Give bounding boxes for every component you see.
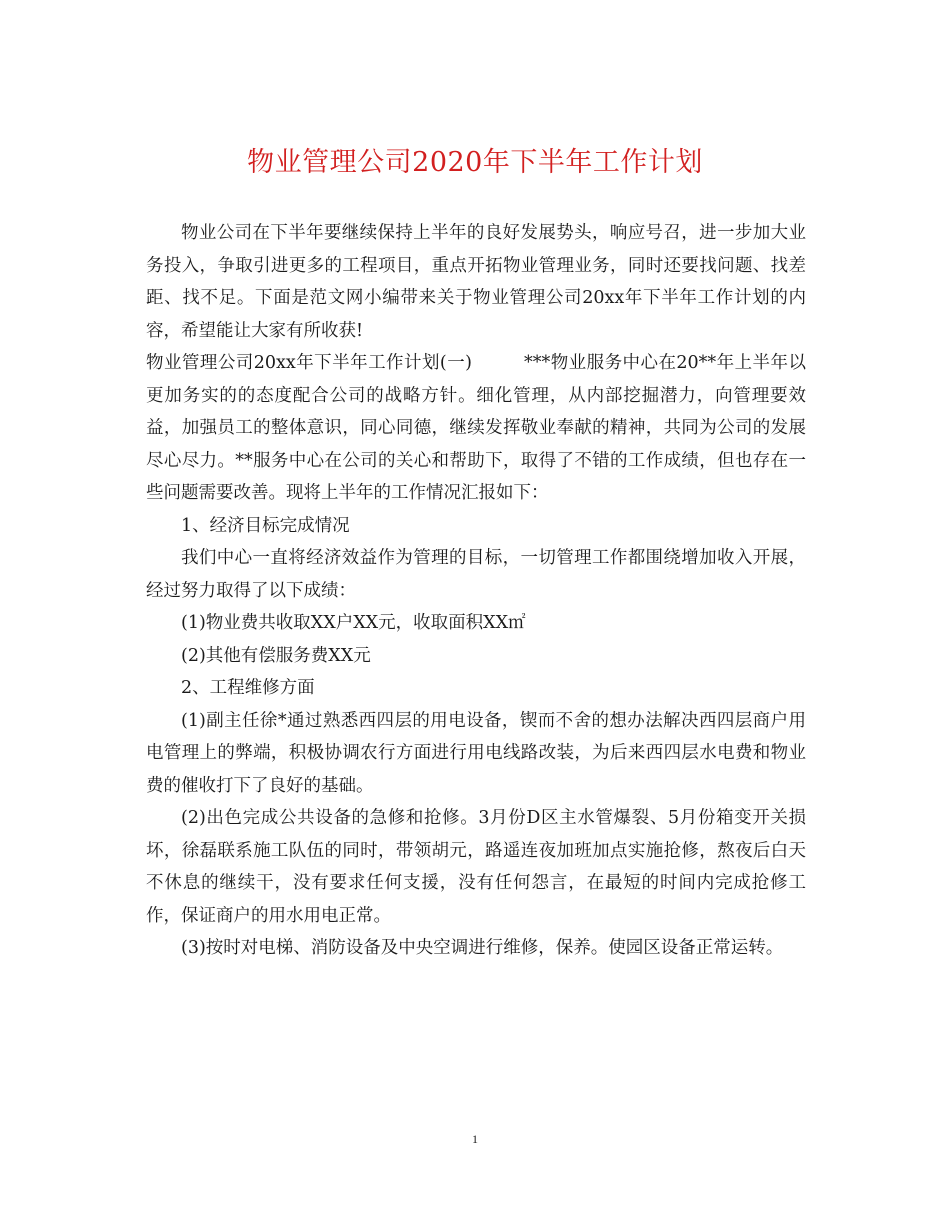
plan-paragraph	[146, 347, 806, 510]
section2-item-1: (1)副主任徐*通过熟悉西四层的用电设备，锲而不舍的想办法解决西四层商户用电管理上的弊端，积极协调农行方面进行用电线路改装，为后来西四层水电费和物业费的催收打下了良好的基础。	[146, 710, 806, 796]
section1-item-1: (1)物业费共收取XX户XX元，收取面积XX㎡	[181, 613, 526, 633]
section2-item-2: (2)出色完成公共设备的急修和抢修。3月份D区主水管爆裂、5月份箱变开关损坏，徐磊联系施工队伍的同时，带领胡元，路遥连夜加班加点实施抢修，熬夜后白天不休息的继续干，没有要求任何支援，没有任何怨言，在最短的时间内完成抢修工作，保证商户的用水用电正常。	[146, 808, 806, 926]
plan-heading: 物业管理公司20xx年下半年工作计划(一)	[146, 353, 472, 373]
section2-heading: 2、工程维修方面	[181, 678, 315, 698]
document-body	[146, 217, 806, 965]
page-number: 1	[472, 1132, 478, 1146]
section1-intro: 我们中心一直将经济效益作为管理的目标，一切管理工作都围绕增加收入开展，经过努力取得了以下成绩：	[146, 548, 806, 601]
plan-body: ***物业服务中心在20**年上半年以更加务实的的态度配合公司的战略方针。细化管理，从内部挖掘潜力，向管理要效益，加强员工的整体意识，同心同德，继续发挥敬业奉献的精神，共同为公司的发展尽心尽力。**服务中心在公司的关心和帮助下，取得了不错的工作成绩，但也存在一些问题需要改善。现将上半年的工作情况汇报如下：	[146, 353, 806, 503]
intro-paragraph: 物业公司在下半年要继续保持上半年的良好发展势头，响应号召，进一步加大业务投入，争取引进更多的工程项目，重点开拓物业管理业务，同时还要找问题、找差距、找不足。下面是范文网小编带来关于物业管理公司20xx年下半年工作计划的内容，希望能让大家有所收获!	[146, 223, 806, 341]
section2-item-3: (3)按时对电梯、消防设备及中央空调进行维修，保养。使园区设备正常运转。	[181, 938, 784, 958]
page-title: 物业管理公司2020年下半年工作计划	[247, 147, 703, 178]
section1-heading: 1、经济目标完成情况	[181, 515, 350, 536]
section1-item-2: (2)其他有偿服务费XX元	[181, 645, 371, 666]
